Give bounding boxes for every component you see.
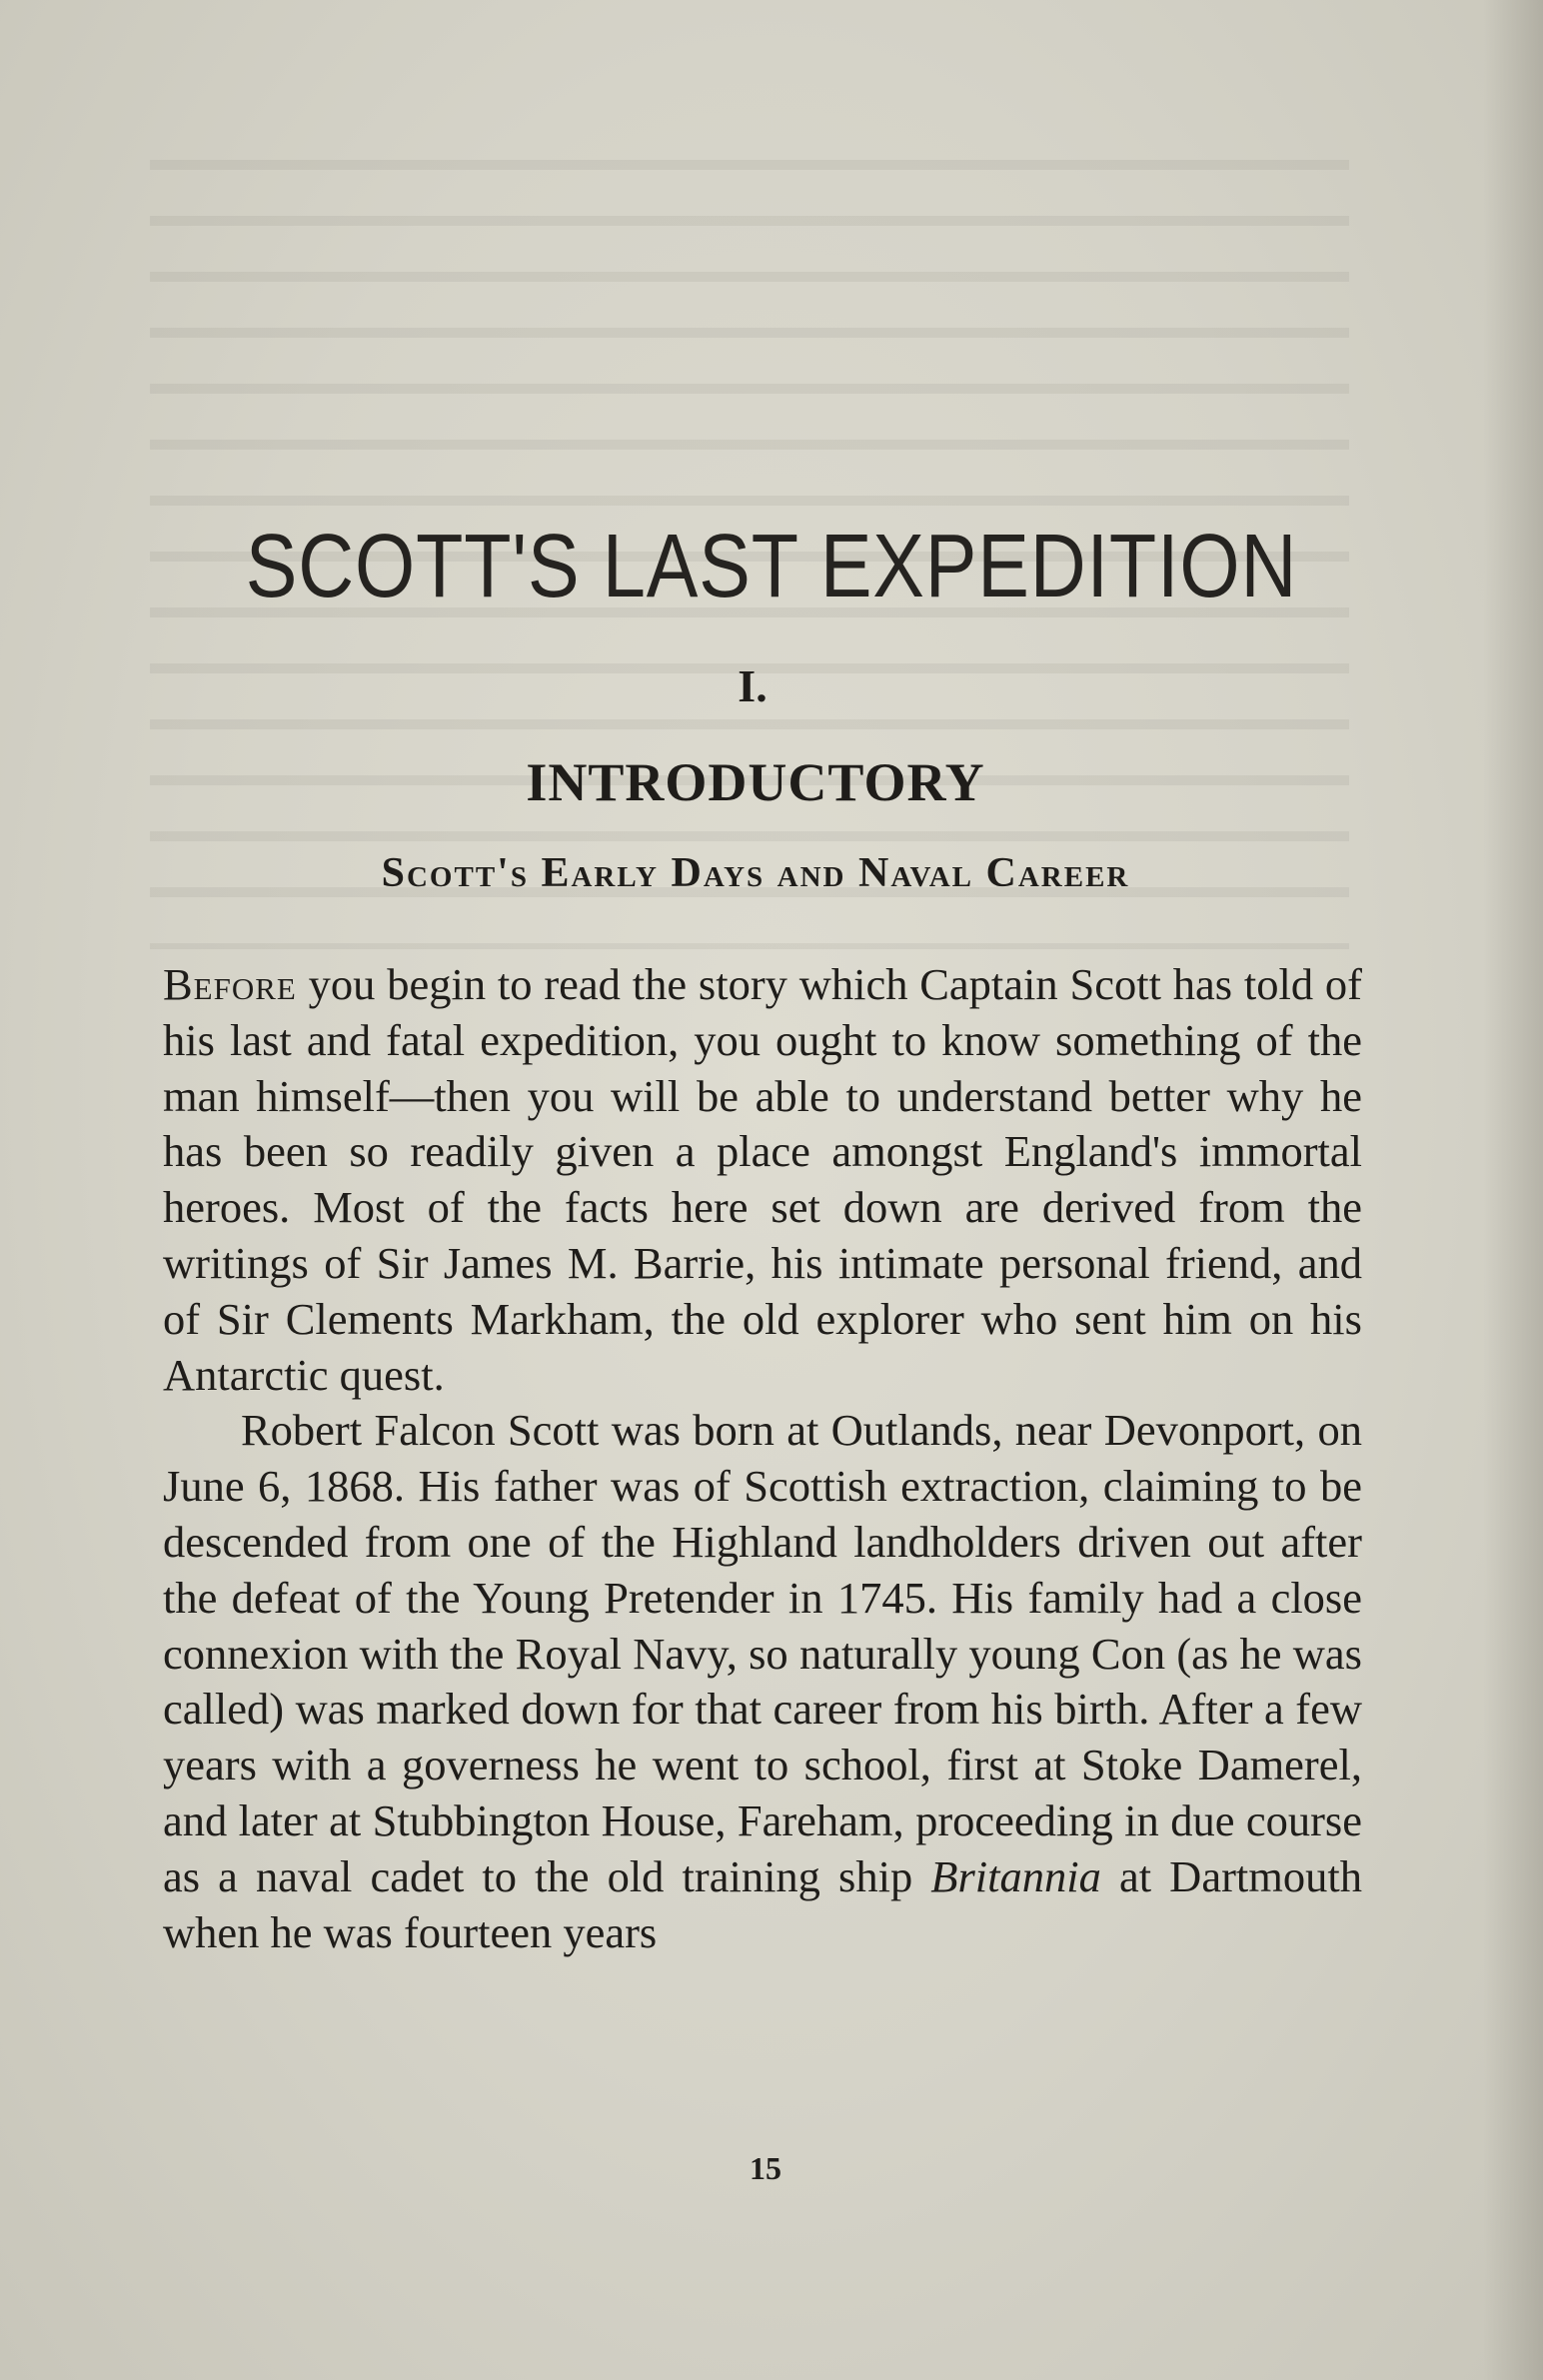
body-text (163, 957, 1362, 1960)
paragraph-1 (163, 957, 1362, 1403)
ship-name: Britannia (930, 1850, 1101, 1901)
paragraph-2 (163, 1403, 1362, 1960)
paragraph-1-text: you begin to read the story which Captain Scott has told of his last and fatal expedition, you ought to know something of the man himself—then you will be able to understand better why he has been so readily given a place amongst England's immortal heroes. Most of the facts here set down are derived from the writings of Sir James M. Barrie, his intimate personal friend, and of Sir Clements Markham, the old explorer who sent him on his Antarctic quest. (163, 959, 1362, 1400)
chapter-subtitle: Scott's Early Days and Naval Career (381, 850, 1130, 896)
paragraph-2-text-start: Robert Falcon Scott was born at Outlands, near Devonport, on June 6, 1868. His father was of Scottish extraction, claiming to be descended from one of the Highland landholders driven out after the defeat of the Young Pretender in 1745. His family had a close connexion with the Royal Navy, so naturally young Con (as he was called) was marked down for that career from his birth. After a few years with a governess he went to school, first at Stoke Damerel, and later at Stubbington House, Fareham, proceeding in due course as a naval cadet to the old training ship (163, 1405, 1362, 1901)
spine-shadow (1483, 0, 1543, 2380)
page-number: 15 (750, 2150, 781, 2186)
book-title: SCOTT'S LAST EXPEDITION (245, 517, 1298, 616)
chapter-title: INTRODUCTORY (526, 752, 985, 812)
chapter-number: I. (738, 660, 768, 711)
paragraph-lead-in: Before (163, 959, 297, 1009)
paragraph-2-text-end: at Dartmouth when he was fourteen years (163, 1850, 1362, 1957)
